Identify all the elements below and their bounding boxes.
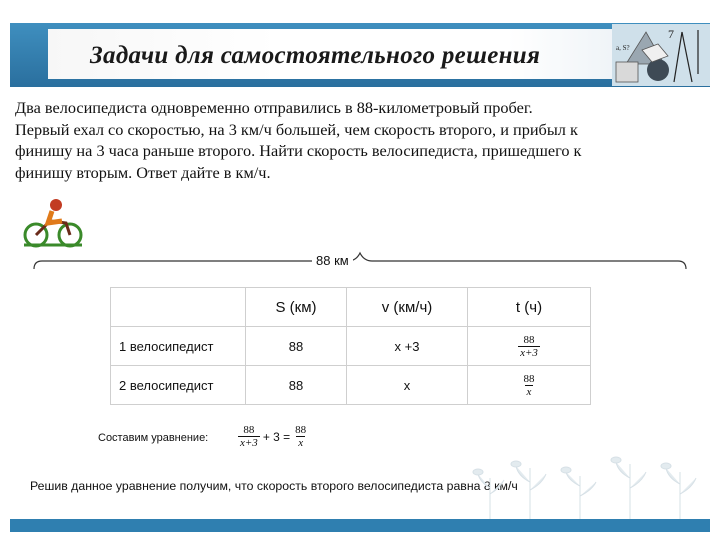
problem-line: Два велосипедиста одновременно отправились в 88-километровый пробег. [15,98,533,117]
equation-middle: + 3 = [262,429,291,444]
deco-number: 7 [668,27,674,41]
fraction-numerator: 88 [243,424,255,436]
fraction-numerator: 88 [523,333,535,346]
fraction-denominator: x [526,385,532,398]
slide-title: Задачи для самостоятельного решения [90,42,541,69]
row-label: 1 велосипедист [111,327,246,366]
equation-label: Составим уравнение: [98,432,209,444]
solution-text: Решив данное уравнение получим, что скорость второго велосипедиста равна 8 км/ч [30,479,518,493]
plants-decoration-icon [470,448,710,520]
table-row [111,327,591,366]
table-header-cell: S (км) [246,288,347,327]
cell-distance: 88 [246,366,347,405]
problem-line: финишу вторым. Ответ дайте в км/ч. [15,162,271,182]
problem-text [15,97,705,183]
cell-time [468,366,591,405]
fraction-denominator: x [298,437,304,449]
cell-distance: 88 [246,327,347,366]
problem-line: Первый ехал со скоростью, на 3 км/ч большей, чем скорость второго, и прибыл к [15,119,578,139]
cell-speed: x [347,366,468,405]
data-table [110,287,591,405]
equation-right-fraction [293,424,308,449]
table-row [111,366,591,405]
distance-label: 88 км [312,253,353,268]
cell-speed: x +3 [347,327,468,366]
row-label: 2 велосипедист [111,366,246,405]
equation-left-fraction [238,424,260,449]
cell-time [468,327,591,366]
table-header-cell: t (ч) [468,288,591,327]
fraction-numerator: 88 [523,372,535,385]
geometry-decoration-icon [612,24,710,86]
time-fraction [522,373,537,398]
table-header-cell [111,288,246,327]
table-header-cell: v (км/ч) [347,288,468,327]
fraction-denominator: x+3 [240,437,258,449]
fraction-numerator: 88 [295,424,307,436]
deco-formula: a, S? [616,44,630,52]
equation [238,424,308,449]
cyclist-icon [22,193,84,249]
table-header-row [111,288,591,327]
distance-brace [30,243,690,273]
footer-bar [10,519,710,532]
time-fraction [518,334,540,359]
problem-line: финишу на 3 часа раньше второго. Найти скорость велосипедиста, пришедшего к [15,141,582,160]
fraction-denominator: x+3 [520,346,538,359]
